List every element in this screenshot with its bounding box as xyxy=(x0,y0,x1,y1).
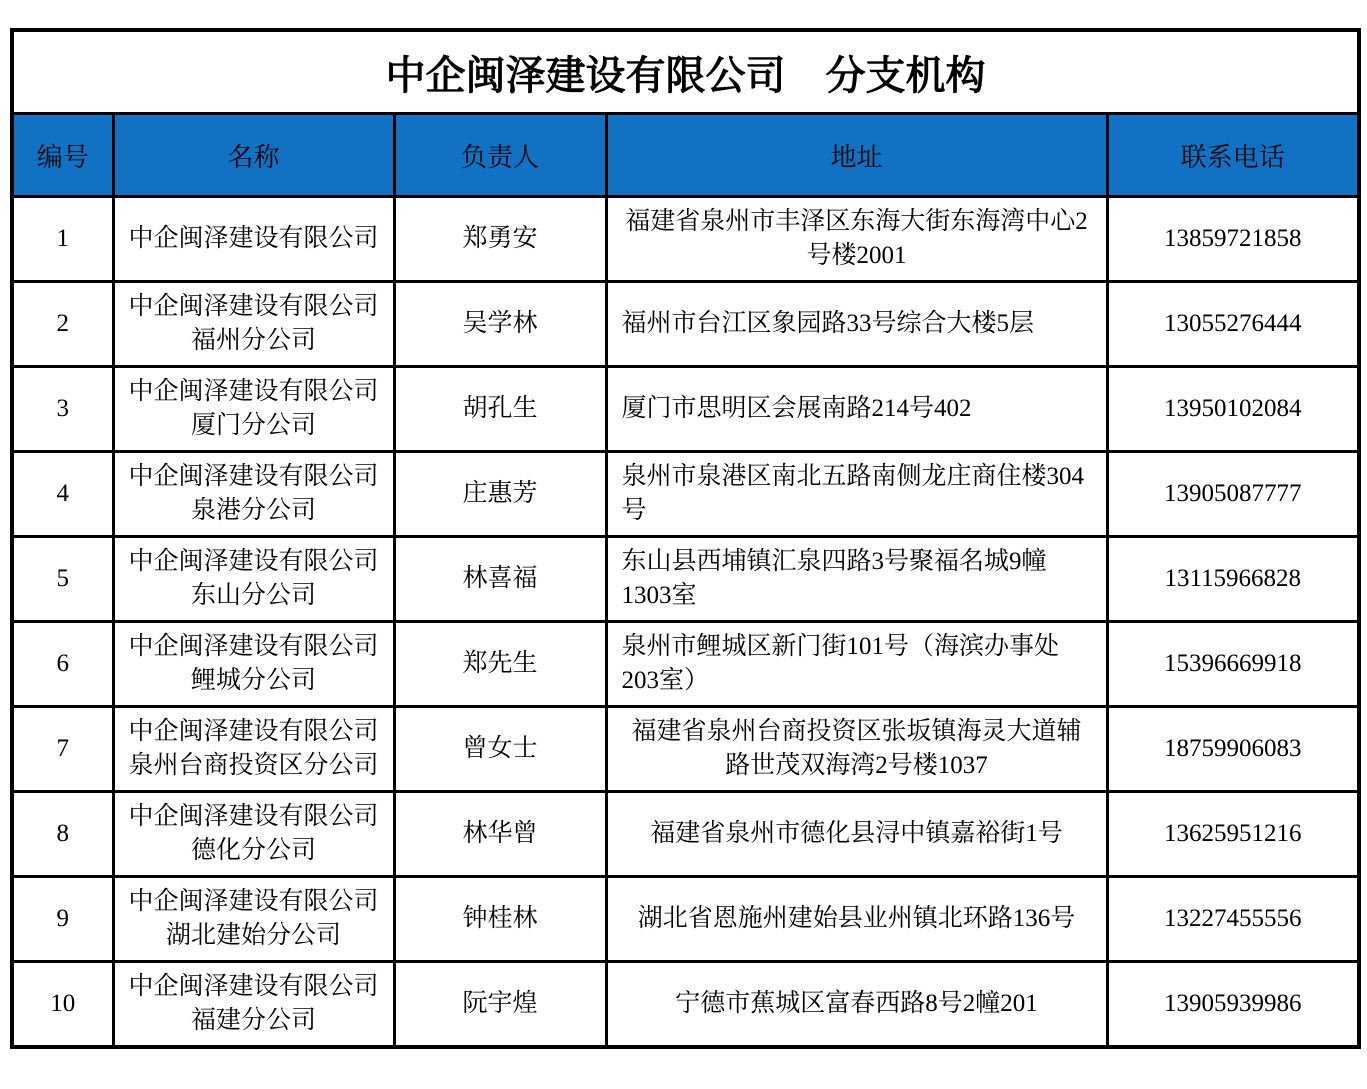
cell-address: 福建省泉州台商投资区张坂镇海灵大道辅路世茂双海湾2号楼1037 xyxy=(606,707,1107,792)
cell-branch-name: 中企闽泽建设有限公司厦门分公司 xyxy=(113,367,394,452)
branch-table xyxy=(10,28,1361,1049)
column-header-phone: 联系电话 xyxy=(1107,114,1359,197)
cell-phone: 13115966828 xyxy=(1107,537,1359,622)
cell-address: 泉州市鲤城区新门街101号（海滨办事处203室） xyxy=(606,622,1107,707)
cell-contact-person: 庄惠芳 xyxy=(394,452,606,537)
page-title: 中企闽泽建设有限公司 分支机构 xyxy=(12,30,1359,114)
cell-phone: 13905939986 xyxy=(1107,962,1359,1048)
cell-contact-person: 阮宇煌 xyxy=(394,962,606,1048)
column-header-person: 负责人 xyxy=(394,114,606,197)
table-row xyxy=(12,962,1359,1048)
cell-branch-name: 中企闽泽建设有限公司鲤城分公司 xyxy=(113,622,394,707)
cell-contact-person: 钟桂林 xyxy=(394,877,606,962)
cell-row-number: 1 xyxy=(12,197,113,282)
cell-address: 泉州市泉港区南北五路南侧龙庄商住楼304号 xyxy=(606,452,1107,537)
table-row xyxy=(12,877,1359,962)
table-row xyxy=(12,197,1359,282)
cell-contact-person: 胡孔生 xyxy=(394,367,606,452)
header-row xyxy=(12,114,1359,197)
cell-branch-name: 中企闽泽建设有限公司泉港分公司 xyxy=(113,452,394,537)
column-header-address: 地址 xyxy=(606,114,1107,197)
column-header-name: 名称 xyxy=(113,114,394,197)
cell-row-number: 8 xyxy=(12,792,113,877)
cell-branch-name: 中企闽泽建设有限公司 xyxy=(113,197,394,282)
table-row xyxy=(12,282,1359,367)
cell-branch-name: 中企闽泽建设有限公司湖北建始分公司 xyxy=(113,877,394,962)
cell-row-number: 2 xyxy=(12,282,113,367)
cell-address: 湖北省恩施州建始县业州镇北环路136号 xyxy=(606,877,1107,962)
cell-address: 厦门市思明区会展南路214号402 xyxy=(606,367,1107,452)
cell-address: 东山县西埔镇汇泉四路3号聚福名城9幢1303室 xyxy=(606,537,1107,622)
column-header-number: 编号 xyxy=(12,114,113,197)
cell-phone: 13905087777 xyxy=(1107,452,1359,537)
cell-contact-person: 林喜福 xyxy=(394,537,606,622)
cell-contact-person: 郑勇安 xyxy=(394,197,606,282)
cell-contact-person: 郑先生 xyxy=(394,622,606,707)
cell-row-number: 5 xyxy=(12,537,113,622)
table-row xyxy=(12,707,1359,792)
cell-phone: 13950102084 xyxy=(1107,367,1359,452)
cell-contact-person: 林华曾 xyxy=(394,792,606,877)
cell-contact-person: 曾女士 xyxy=(394,707,606,792)
cell-phone: 13055276444 xyxy=(1107,282,1359,367)
cell-address: 宁德市蕉城区富春西路8号2幢201 xyxy=(606,962,1107,1048)
cell-phone: 13625951216 xyxy=(1107,792,1359,877)
cell-row-number: 4 xyxy=(12,452,113,537)
cell-phone: 18759906083 xyxy=(1107,707,1359,792)
cell-branch-name: 中企闽泽建设有限公司福州分公司 xyxy=(113,282,394,367)
cell-branch-name: 中企闽泽建设有限公司德化分公司 xyxy=(113,792,394,877)
cell-row-number: 9 xyxy=(12,877,113,962)
cell-branch-name: 中企闽泽建设有限公司泉州台商投资区分公司 xyxy=(113,707,394,792)
table-row xyxy=(12,367,1359,452)
cell-contact-person: 吴学林 xyxy=(394,282,606,367)
cell-phone: 13227455556 xyxy=(1107,877,1359,962)
cell-phone: 13859721858 xyxy=(1107,197,1359,282)
cell-row-number: 7 xyxy=(12,707,113,792)
cell-address: 福州市台江区象园路33号综合大楼5层 xyxy=(606,282,1107,367)
cell-branch-name: 中企闽泽建设有限公司福建分公司 xyxy=(113,962,394,1048)
cell-branch-name: 中企闽泽建设有限公司东山分公司 xyxy=(113,537,394,622)
cell-phone: 15396669918 xyxy=(1107,622,1359,707)
table-row xyxy=(12,792,1359,877)
cell-row-number: 3 xyxy=(12,367,113,452)
table-row xyxy=(12,622,1359,707)
title-row xyxy=(12,30,1359,114)
cell-row-number: 10 xyxy=(12,962,113,1048)
table-row xyxy=(12,452,1359,537)
cell-address: 福建省泉州市德化县浔中镇嘉裕街1号 xyxy=(606,792,1107,877)
cell-row-number: 6 xyxy=(12,622,113,707)
cell-address: 福建省泉州市丰泽区东海大街东海湾中心2号楼2001 xyxy=(606,197,1107,282)
table-row xyxy=(12,537,1359,622)
